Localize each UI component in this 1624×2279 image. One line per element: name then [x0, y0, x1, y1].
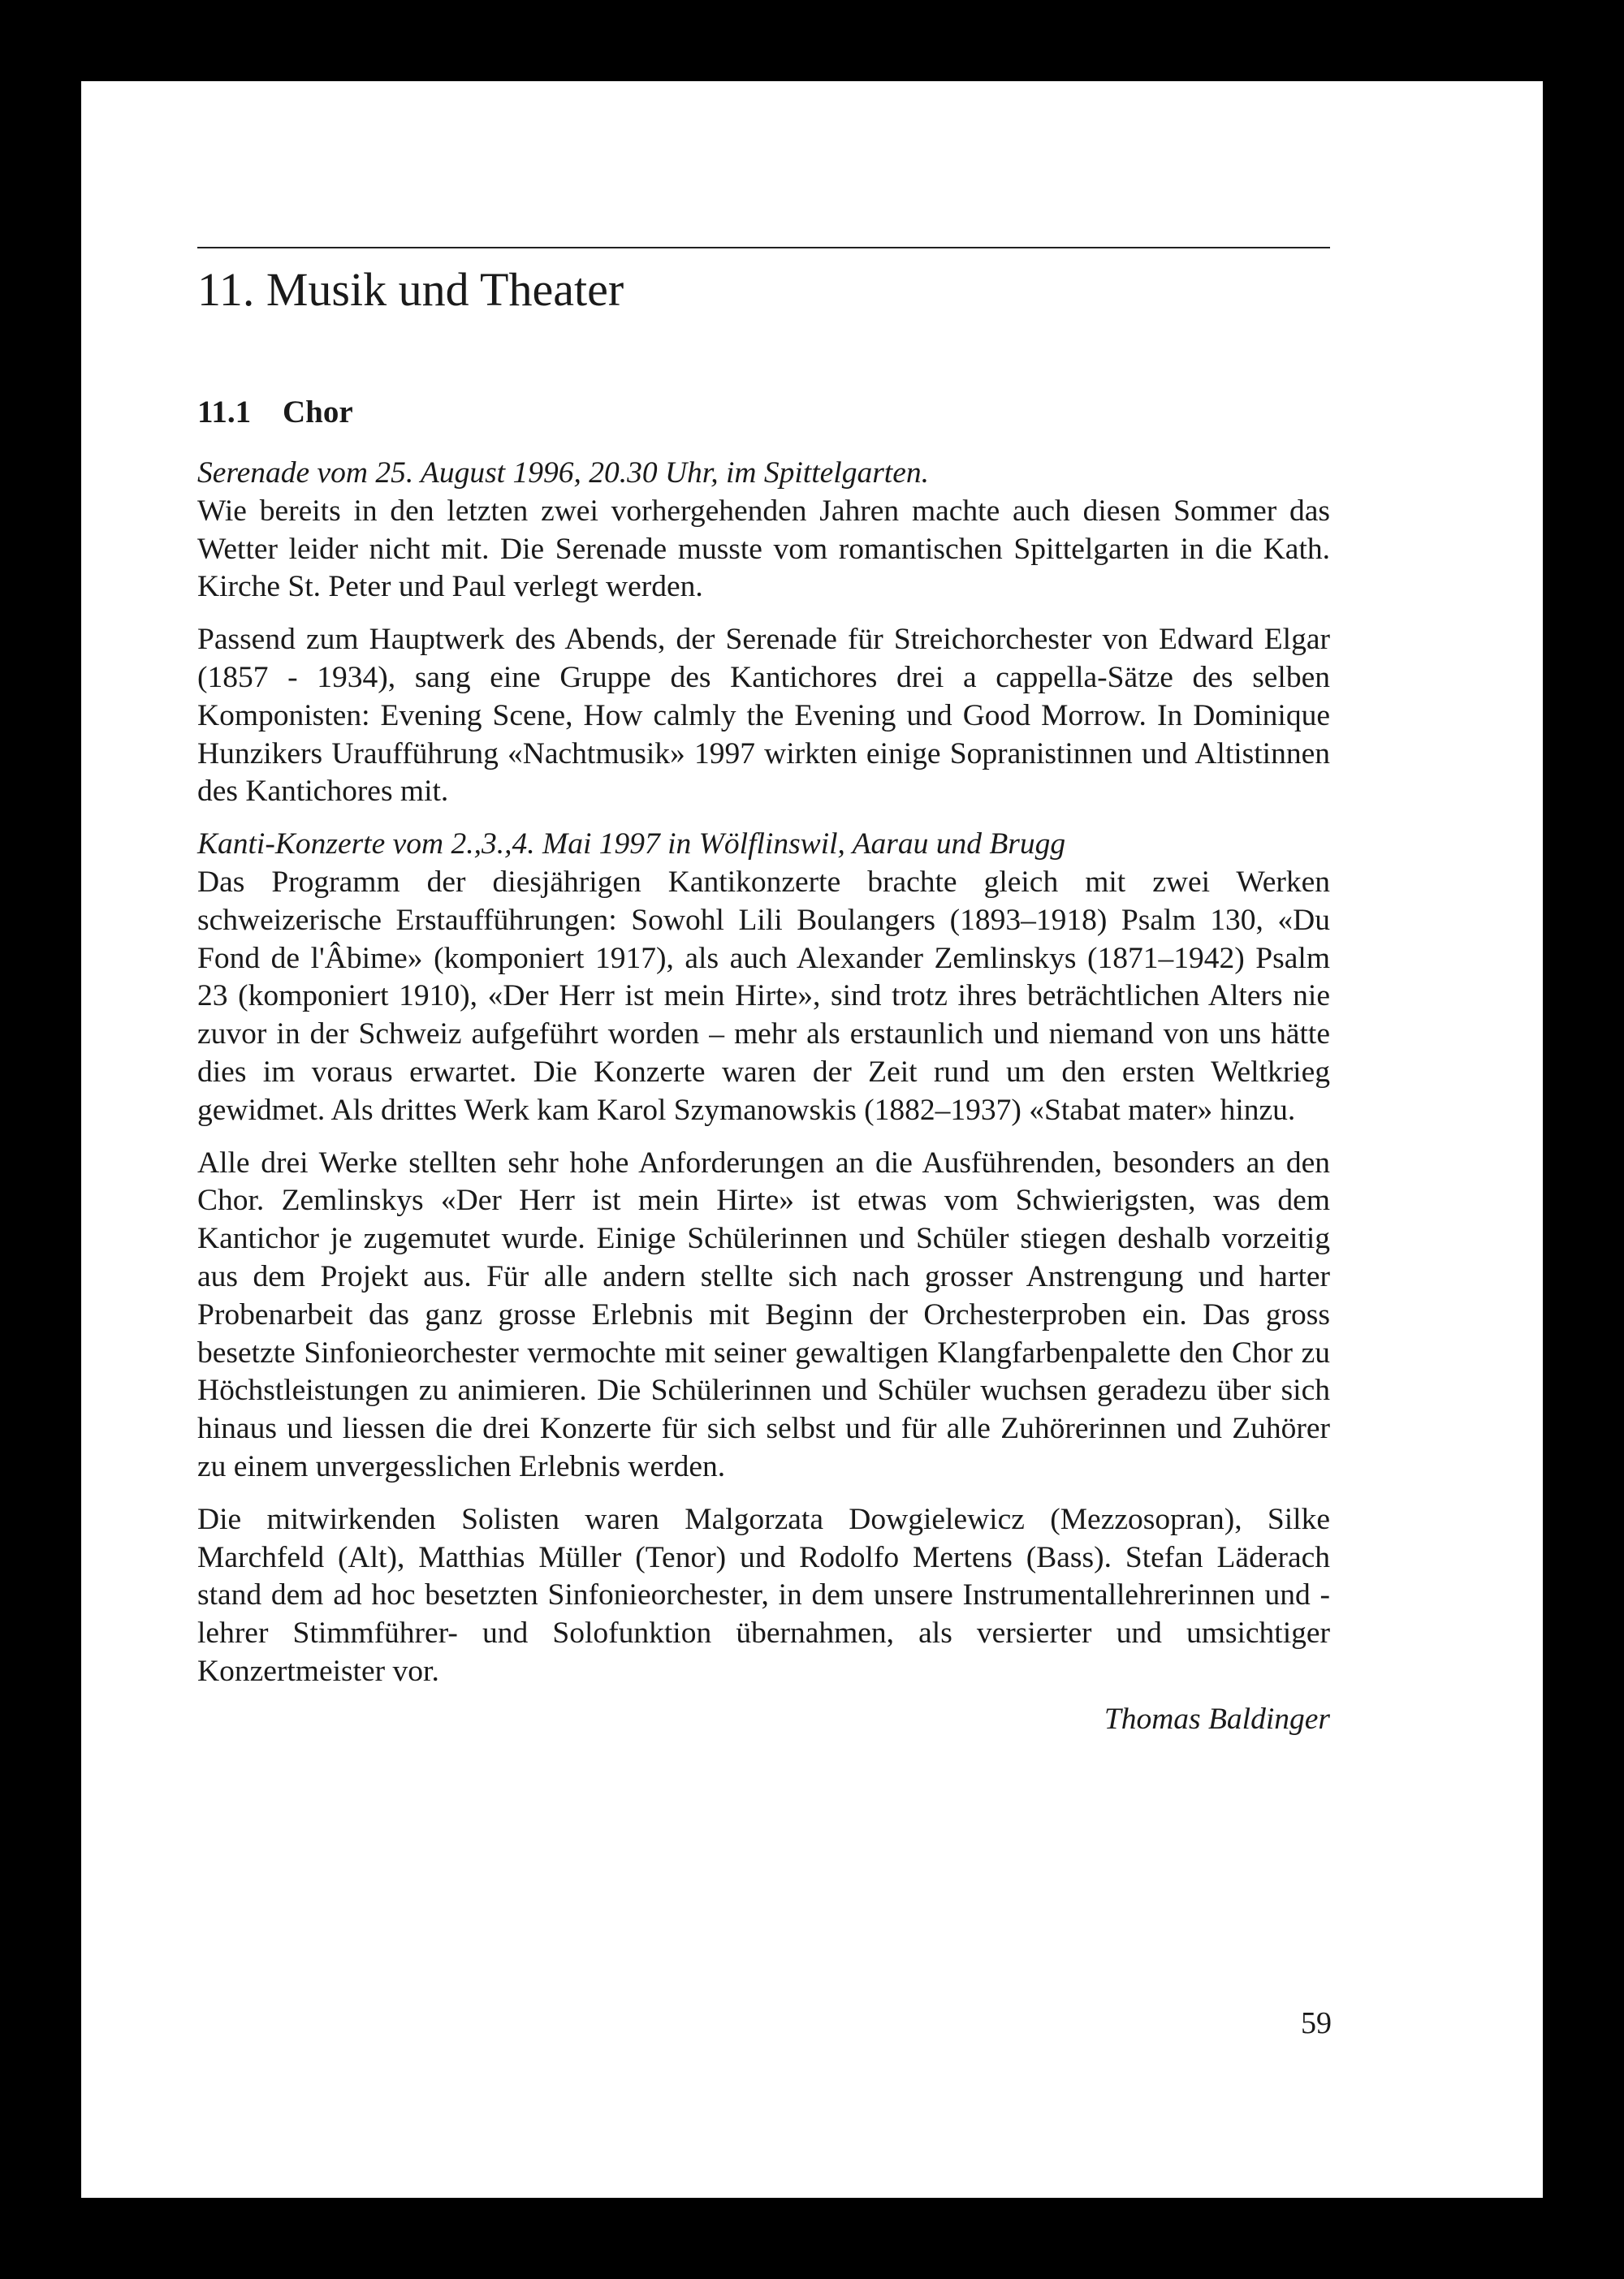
article-body [197, 455, 1330, 1739]
paragraph: Das Programm der diesjährigen Kantikonzerte brachte gleich mit zwei Werken schweizerische Erstaufführungen: Sowohl Lili Boulangers (1893–1918) Psalm 130, «Du Fond de l'Âbime» (komponiert 1917), als auch Alexander Zemlinskys (1871–1942) Psalm 23 (komponiert 1910), «Der Herr ist mein Hirte», sind trotz ihres beträchtlichen Alters nie zuvor in der Schweiz aufgeführt worden – mehr als erstaunlich und niemand von uns hätte dies im voraus erwartet. Die Konzerte waren der Zeit rund um den ersten Weltkrieg gewidmet. Als drittes Werk kam Karol Szymanowskis (1882–1937) «Stabat mater» hinzu. [197, 865, 1330, 1127]
section-heading [197, 394, 353, 432]
section-title: Chor [283, 395, 353, 429]
page-number: 59 [1301, 2006, 1332, 2040]
article-subtitle: Kanti-Konzerte vom 2.,3.,4. Mai 1997 in Wölflinswil, Aarau und Brugg [197, 827, 1066, 861]
paragraph: Wie bereits in den letzten zwei vorhergehenden Jahren machte auch diesen Sommer das Wetter leider nicht mit. Die Serenade musste vom romantischen Spittelgarten in die Kath. Kirche St. Peter und Paul verlegt werden. [197, 494, 1330, 604]
paragraph: Alle drei Werke stellten sehr hohe Anforderungen an die Ausführenden, besonders an den Chor. Zemlinskys «Der Herr ist mein Hirte» ist etwas vom Schwierigsten, was dem Kantichor je zugemutet wurde. Einige Schülerinnen und Schüler stiegen deshalb vorzeitig aus dem Projekt aus. Für alle andern stellte sich nach grosser Anstrengung und harter Probenarbeit das ganz grosse Erlebnis mit Beginn der Orchesterproben ein. Das gross besetzte Sinfonieorchester vermochte mit seiner gewaltigen Klangfarbenpalette den Chor zu Höchstleistungen zu animieren. Die Schülerinnen und Schüler wuchsen geradezu über sich hinaus und liessen die drei Konzerte für sich selbst und für alle Zuhörerinnen und Zuhörer zu einem unvergesslichen Erlebnis werden. [197, 1146, 1330, 1483]
document-page [81, 81, 1543, 2198]
section-number: 11.1 [197, 395, 252, 429]
chapter-title: 11. Musik und Theater [197, 263, 624, 316]
header-rule [197, 247, 1330, 248]
article-subtitle: Serenade vom 25. August 1996, 20.30 Uhr, im Spittelgarten. [197, 456, 929, 490]
paragraph: Die mitwirkenden Solisten waren Malgorzata Dowgielewicz (Mezzosopran), Silke Marchfeld (Alt), Matthias Müller (Tenor) und Rodolfo Mertens (Bass). Stefan Läderach stand dem ad hoc besetzten Sinfonieorchester, in dem unsere Instrumentallehrerinnen und -lehrer Stimmführer- und Solofunktion übernahmen, als versierter und umsichtiger Konzertmeister vor. [197, 1502, 1330, 1688]
paragraph: Passend zum Hauptwerk des Abends, der Serenade für Streichorchester von Edward Elgar (1857 - 1934), sang eine Gruppe des Kantichores drei a cappella-Sätze des selben Komponisten: Evening Scene, How calmly the Evening und Good Morrow. In Dominique Hunzikers Uraufführung «Nachtmusik» 1997 wirkten einige Sopranistinnen und Altistinnen des Kantichores mit. [197, 623, 1330, 809]
author-signature: Thomas Baldinger [1104, 1702, 1330, 1736]
